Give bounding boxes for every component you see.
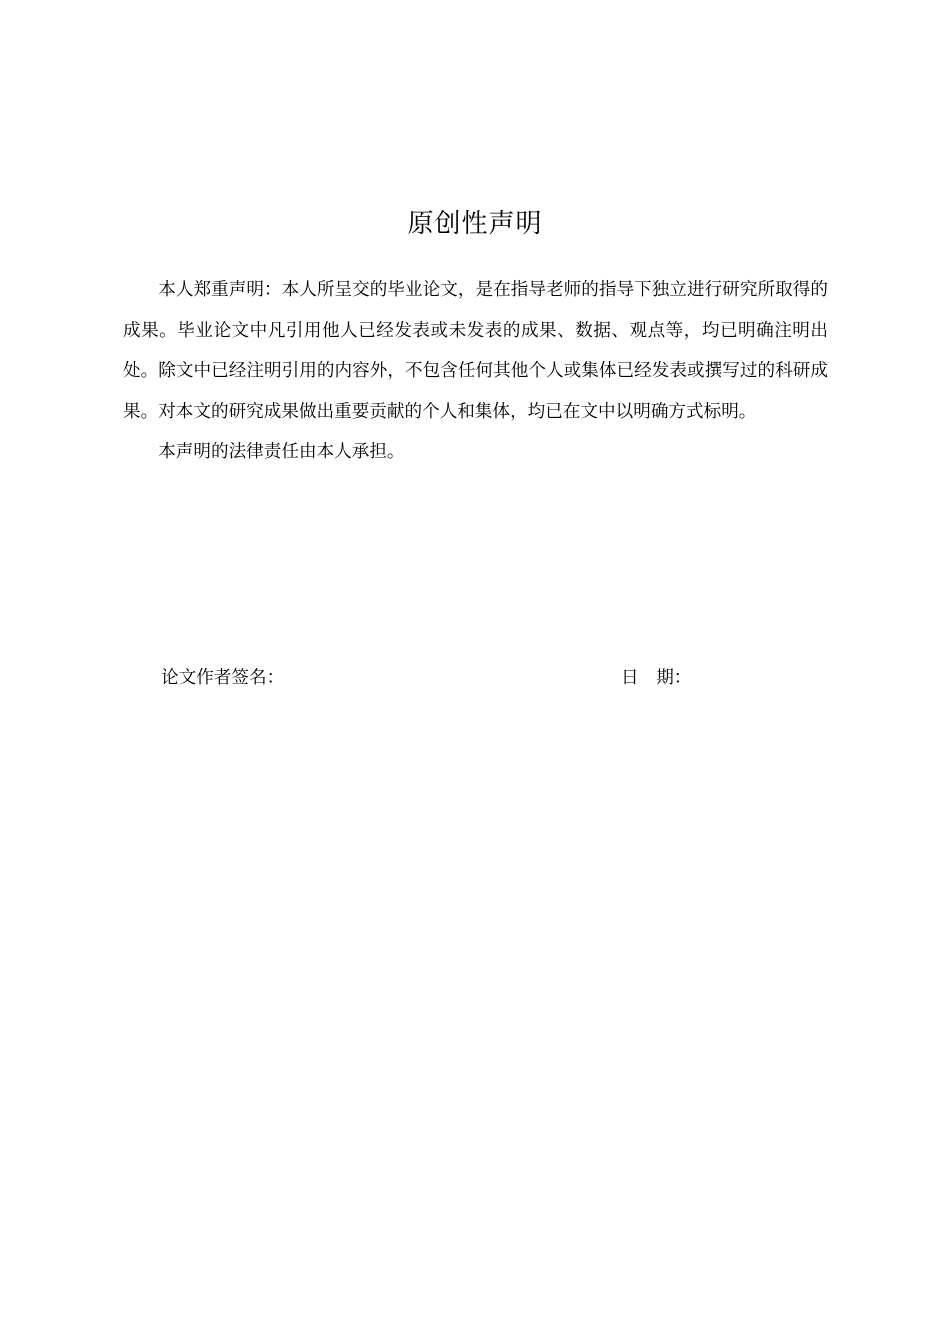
date-label: 日 期： bbox=[621, 668, 692, 688]
liability-paragraph: 本声明的法律责任由本人承担。 bbox=[158, 442, 405, 462]
declaration-body bbox=[123, 270, 828, 473]
declaration-paragraph: 本人郑重声明：本人所呈交的毕业论文，是在指导老师的指导下独立进行研究所取得的成果。毕业论文中凡引用他人已经发表或未发表的成果、数据、观点等，均已明确注明出处。除文中已经注明引用的内容外，不包含任何其他个人或集体已经发表或撰写过的科研成果。对本文的研究成果做出重要贡献的个人和集体，均已在文中以明确方式标明。 bbox=[123, 280, 828, 422]
page-title: 原创性声明 bbox=[407, 209, 543, 239]
signature-row bbox=[0, 658, 950, 698]
author-signature-label: 论文作者签名： bbox=[161, 668, 285, 688]
